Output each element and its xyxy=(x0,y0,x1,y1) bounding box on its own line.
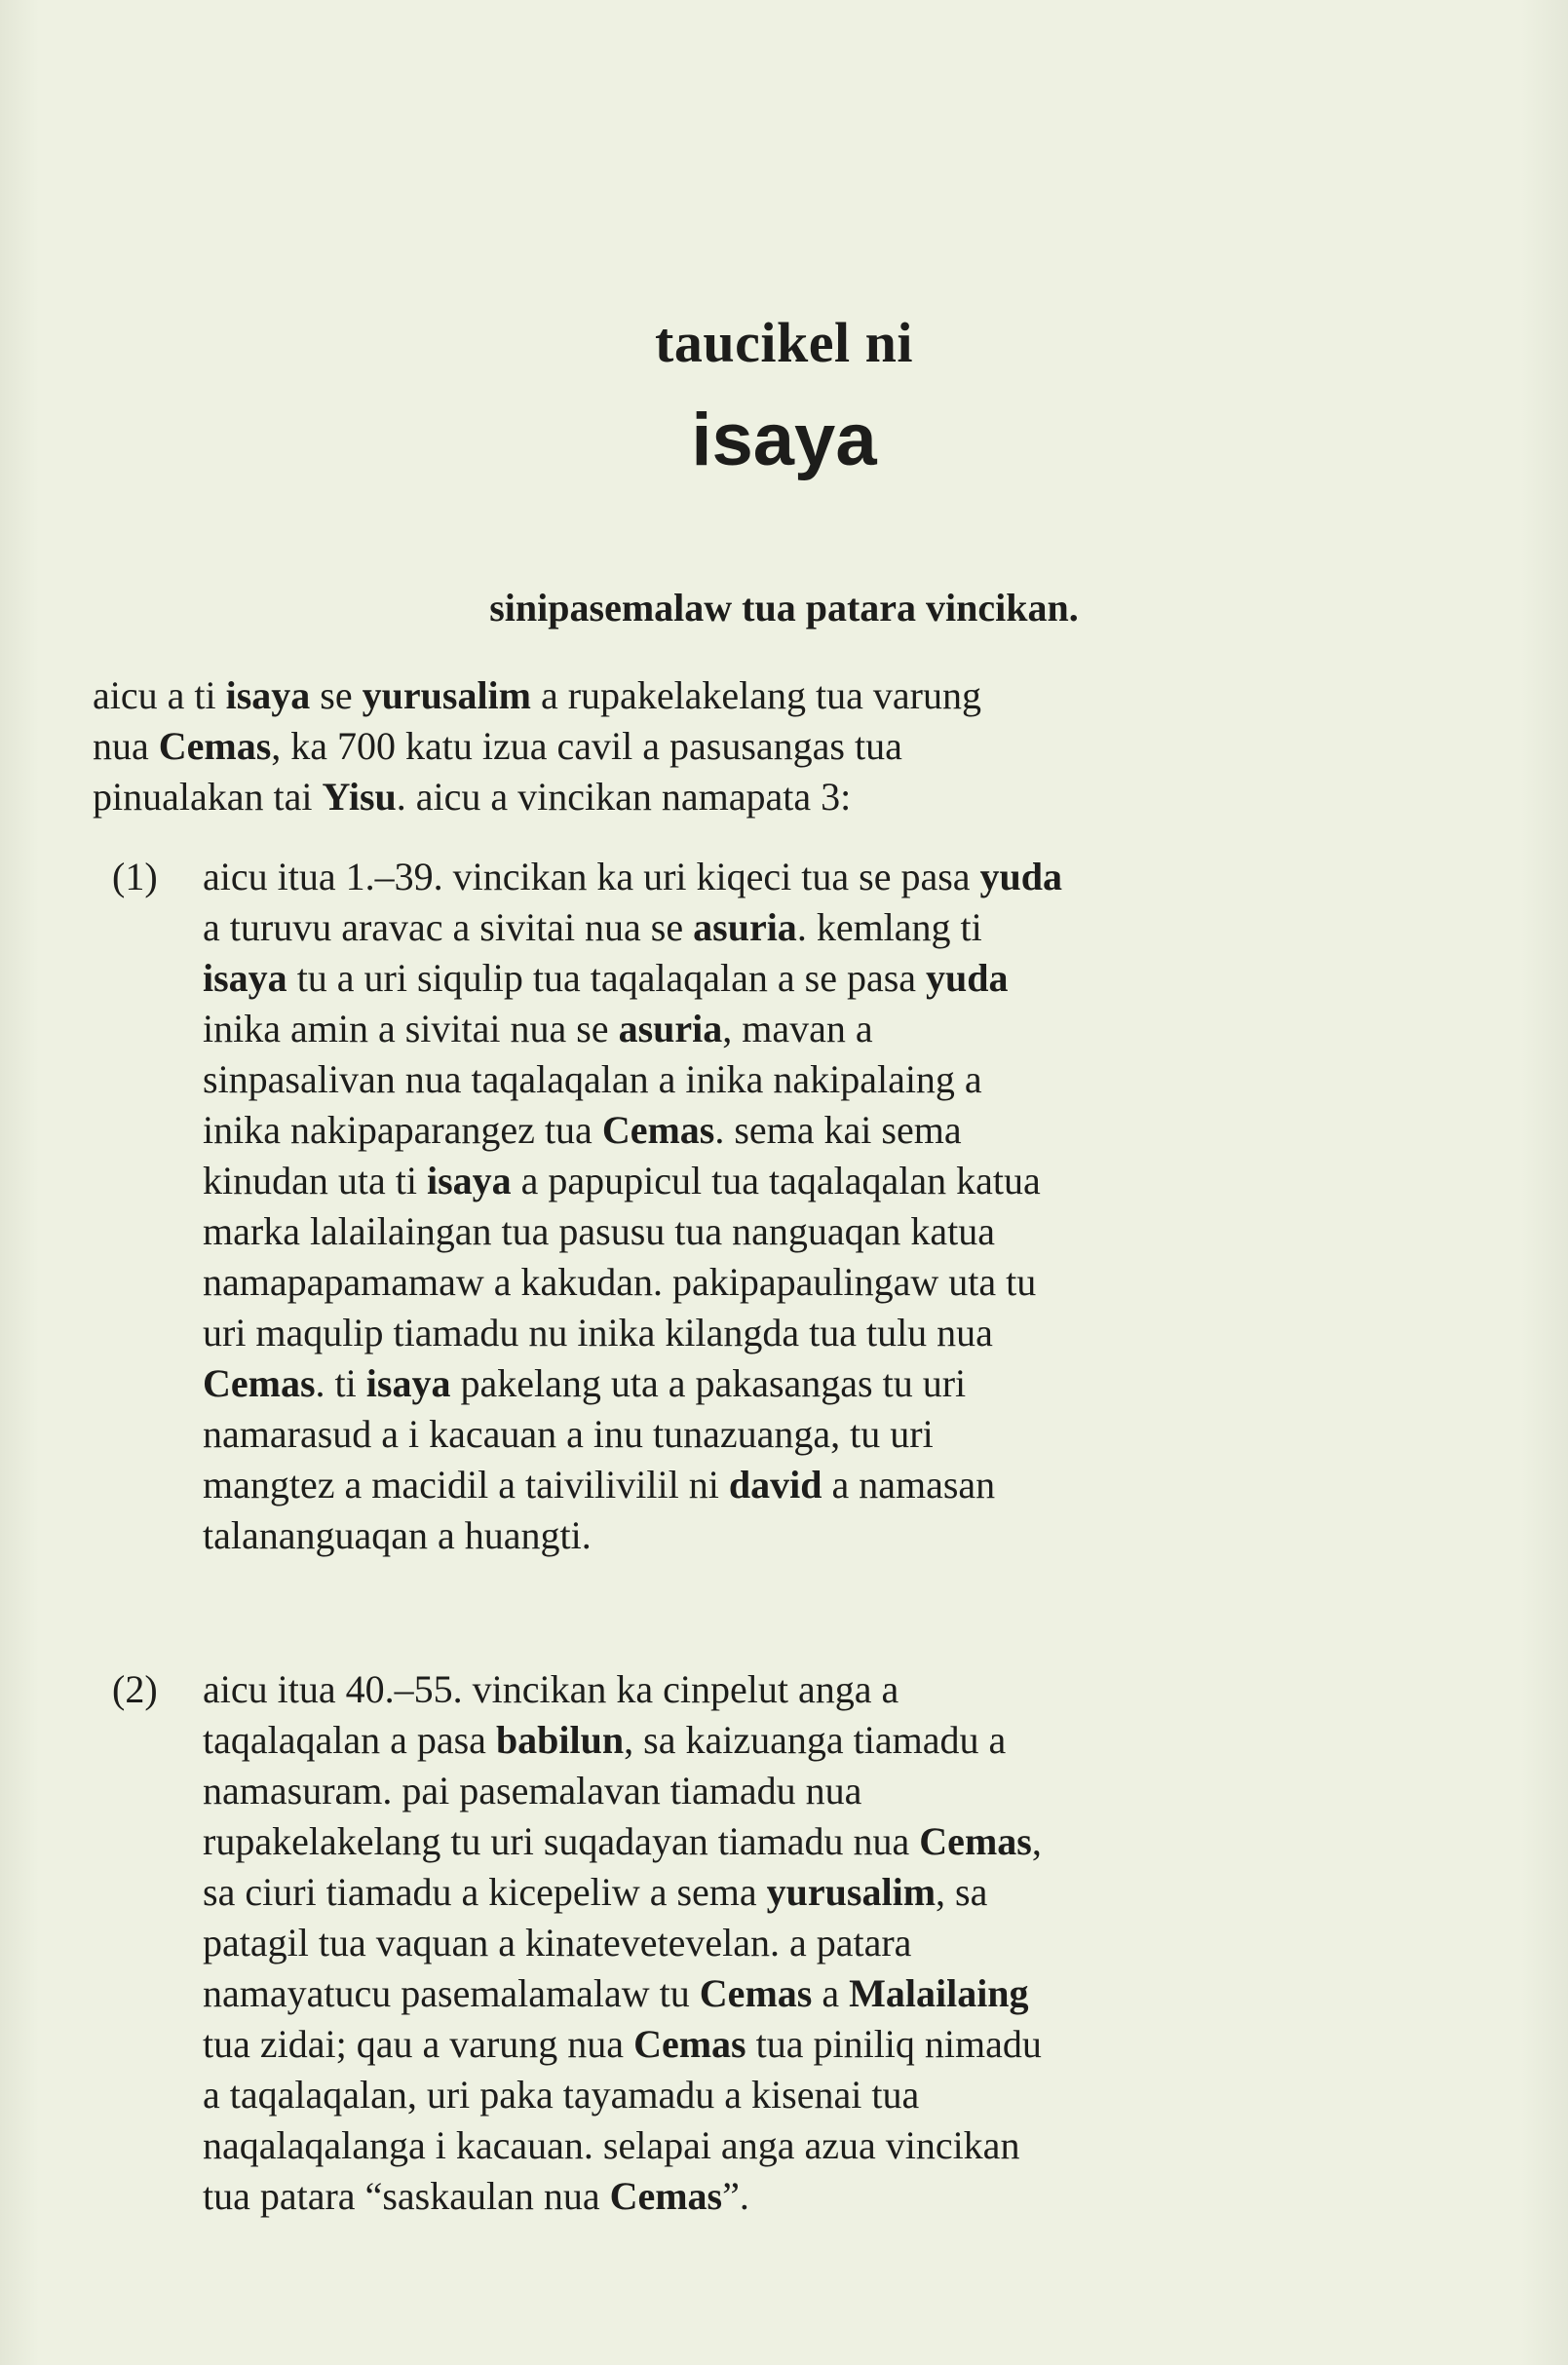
text-line: aicu itua 40.–55. vincikan ka cinpelut anga a xyxy=(203,1667,899,1711)
text-line: isaya tu a uri siqulip tua taqalaqalan a se pasa yuda xyxy=(203,956,1009,1000)
list-item-number: (1) xyxy=(112,855,158,898)
text-line: inika amin a sivitai nua se asuria, mavan a xyxy=(203,1007,873,1050)
list-item-text xyxy=(203,852,1408,1561)
text-line: namarasud a i kacauan a inu tunazuanga, tu uri xyxy=(203,1412,934,1456)
text-line: uri maqulip tiamadu nu inika kilangda tua tulu nua xyxy=(203,1311,993,1354)
intro-line: aicu a ti isaya se yurusalim a rupakelakelang tua varung xyxy=(93,673,981,717)
intro-paragraph xyxy=(93,670,1403,822)
text-line: talananguaqan a huangti. xyxy=(203,1513,592,1557)
text-line: patagil tua vaquan a kinatevetevelan. a patara xyxy=(203,1921,912,1964)
text-line: kinudan uta ti isaya a papupicul tua taqalaqalan katua xyxy=(203,1159,1041,1202)
text-line: namasuram. pai pasemalavan tiamadu nua xyxy=(203,1769,862,1812)
text-line: tua patara “saskaulan nua Cemas”. xyxy=(203,2174,749,2218)
text-line: rupakelakelang tu uri suqadayan tiamadu nua Cemas, xyxy=(203,1819,1042,1863)
text-line: marka lalailaingan tua pasusu tua nanguaqan katua xyxy=(203,1209,996,1253)
text-line: namayatucu pasemalamalaw tu Cemas a Malailaing xyxy=(203,1971,1029,2015)
section-subtitle: sinipasemalaw tua patara vincikan. xyxy=(489,586,1079,629)
list-item-text xyxy=(203,1664,1408,2222)
text-line: sa ciuri tiamadu a kicepeliw a sema yurusalim, sa xyxy=(203,1870,988,1914)
text-line: inika nakipaparangez tua Cemas. sema kai sema xyxy=(203,1108,962,1152)
text-line: tua zidai; qau a varung nua Cemas tua piniliq nimadu xyxy=(203,2022,1042,2066)
list-item-number: (2) xyxy=(112,1667,158,1711)
intro-line: nua Cemas, ka 700 katu izua cavil a pasusangas tua xyxy=(93,724,902,768)
text-line: taqalaqalan a pasa babilun, sa kaizuanga tiamadu a xyxy=(203,1718,1007,1762)
intro-line: pinualakan tai Yisu. aicu a vincikan namapata 3: xyxy=(93,775,852,819)
text-line: a turuvu aravac a sivitai nua se asuria. kemlang ti xyxy=(203,905,982,949)
chapter-title-line2: isaya xyxy=(691,399,877,481)
text-line: namapapamamaw a kakudan. pakipapaulingaw uta tu xyxy=(203,1260,1037,1304)
text-line: sinpasalivan nua taqalaqalan a inika nakipalaing a xyxy=(203,1057,982,1101)
text-line: mangtez a macidil a taivilivilil ni david a namasan xyxy=(203,1463,996,1507)
text-line: a taqalaqalan, uri paka tayamadu a kisenai tua xyxy=(203,2073,920,2117)
chapter-title-line1: taucikel ni xyxy=(655,311,913,374)
text-line: Cemas. ti isaya pakelang uta a pakasangas tu uri xyxy=(203,1361,967,1405)
text-line: aicu itua 1.–39. vincikan ka uri kiqeci tua se pasa yuda xyxy=(203,855,1063,898)
text-line: naqalaqalanga i kacauan. selapai anga azua vincikan xyxy=(203,2123,1020,2167)
